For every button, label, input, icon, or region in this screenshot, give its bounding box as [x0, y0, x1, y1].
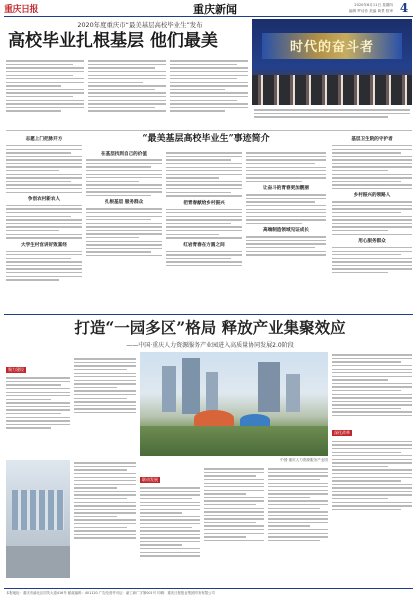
feature-subtitle-4: 红岩青春在方圆之间: [183, 242, 225, 248]
photo-caption-text: [254, 107, 410, 127]
bottom-lower-column-3: [204, 466, 264, 584]
bottom-lower-column-1: [74, 460, 136, 584]
top-headline: 高校毕业扎根基层 他们最美: [8, 31, 218, 51]
bottom-story-rule: [4, 314, 413, 315]
feature-subtitle-3: 把青春献给乡村振兴: [183, 200, 225, 206]
feature-subtitle-5: 让奋斗的青春更加靓丽: [263, 186, 309, 192]
left-subtitle-2: 争创农村新农人: [27, 196, 61, 202]
top-story-body: [6, 58, 248, 128]
feature-top-rule: [6, 130, 412, 131]
service-hall-photo: [6, 460, 70, 578]
tag-2: 联动发展: [142, 477, 158, 482]
bottom-second-column: [74, 356, 136, 456]
left-subtitle-1: 志愿上门把脉开方: [25, 137, 63, 142]
industrial-park-photo: [140, 352, 328, 456]
page-number: 4: [399, 1, 409, 15]
footer-rule: [4, 588, 413, 589]
right-subtitle-3: 用心服务群众: [358, 238, 386, 244]
left-subtitle-3: 大学生村官讲好致富经: [21, 242, 67, 248]
bottom-lower-column-2: [140, 466, 200, 584]
masthead-rule: [4, 16, 413, 17]
feature-column-3: [246, 150, 326, 310]
bottom-lower-column-4: [268, 466, 328, 584]
right-subtitle-1: 基层卫生院的守护者: [351, 137, 393, 142]
bottom-right-column: [332, 352, 412, 584]
page-footer: 本报地址：重庆市渝北区同茂大道416号 邮政编码：401120 广告经营许可证：渝工商广字第001号 印刷：重庆日报报业集团印务有限公司: [6, 591, 215, 595]
park-photo-caption: 中国·重庆人力资源服务产业园: [280, 458, 328, 462]
right-column: [332, 134, 412, 310]
feature-column-1: [86, 150, 162, 310]
tag-1: 聚力建设: [8, 367, 24, 372]
bottom-left-column: [6, 356, 70, 456]
left-column: [6, 134, 82, 310]
right-subtitle-2: 乡村振兴的领路人: [353, 193, 391, 199]
feature-title: “最美基层高校毕业生”事迹简介: [142, 134, 270, 144]
top-kicker: 2020年度重庆市“最美基层高校毕业生”发布: [77, 21, 203, 29]
masthead-logo: 重庆日报: [4, 5, 39, 15]
bottom-subheadline: ——中国·重庆人力资源服务产业园进入高质量协同发展2.0阶段: [126, 342, 294, 349]
page-editor: 编辑 罗诗音 美编 黄景 校审: [348, 8, 393, 13]
award-ceremony-photo: [252, 19, 412, 105]
feature-subtitle-2: 扎根基层 服务群众: [104, 200, 144, 206]
page-date: 2020年6月11日 星期四: [354, 3, 393, 7]
feature-subtitle-6: 高端制造领域见证成长: [263, 228, 309, 234]
section-title: 重庆新闻: [193, 3, 237, 16]
feature-subtitle-1: 在基层找到自己的价值: [101, 152, 147, 157]
banner-text: 时代的奋斗者: [289, 40, 374, 55]
feature-column-2: [166, 150, 242, 310]
tag-3: 深化改革: [334, 429, 350, 435]
bottom-headline: 打造“一园多区”格局 释放产业集聚效应: [74, 318, 346, 337]
